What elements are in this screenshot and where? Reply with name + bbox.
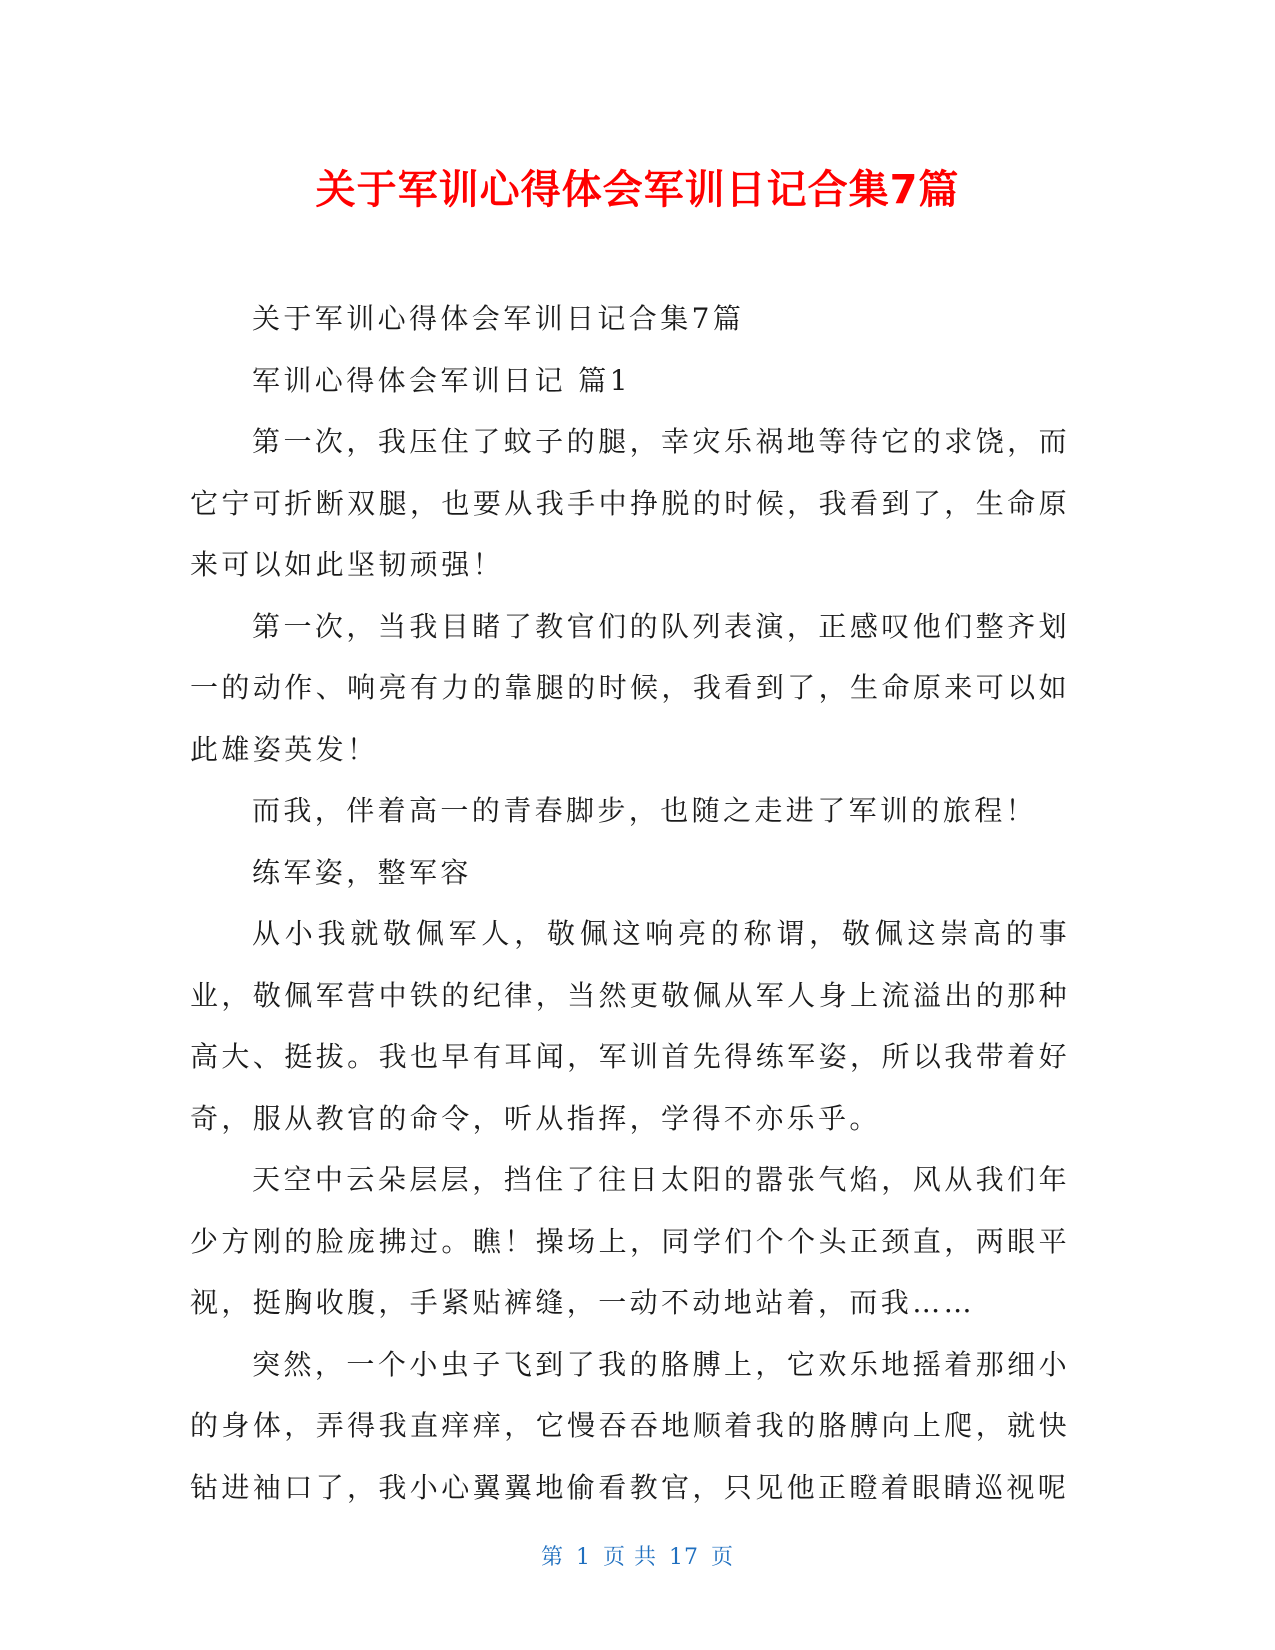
paragraph: 从小我就敬佩军人，敬佩这响亮的称谓，敬佩这崇高的事业，敬佩军营中铁的纪律，当然更敬佩从军人身上流溢出的那种高大、挺拔。我也早有耳闻，军训首先得练军姿，所以我带着好奇，服从教官的命令，听从指挥，学得不亦乐乎。 [190, 917, 1070, 1135]
page-footer [0, 1540, 1275, 1571]
paragraph: 天空中云朵层层，挡住了往日太阳的嚣张气焰，风从我们年少方刚的脸庞拂过。瞧！操场上，同学们个个头正颈直，两眼平视，挺胸收腹，手紧贴裤缝，一动不动地站着，而我…… [190, 1163, 1070, 1319]
paragraph-section-heading: 军训心得体会军训日记 篇1 [252, 363, 631, 397]
footer-label-of: 页 共 [603, 1545, 657, 1570]
paragraph-subheading: 练军姿，整军容 [252, 855, 472, 889]
paragraph: 第一次，我压住了蚊子的腿，幸灾乐祸地等待它的求饶，而它宁可折断双腿，也要从我手中挣脱的时候，我看到了，生命原来可以如此坚韧顽强！ [190, 425, 1070, 581]
document-body [190, 288, 1070, 1518]
paragraph: 突然，一个小虫子飞到了我的胳膊上，它欢乐地摇着那细小的身体，弄得我直痒痒，它慢吞吞地顺着我的胳膊向上爬，就快钻进袖口了，我小心翼翼地偷看教官，只见他正瞪着眼睛巡视呢 [190, 1347, 1070, 1504]
footer-current-page: 1 [576, 1545, 591, 1570]
paragraph-subtitle: 关于军训心得体会军训日记合集7篇 [252, 302, 745, 335]
footer-label-pages: 页 [711, 1545, 735, 1570]
footer-total-pages: 17 [669, 1545, 699, 1570]
paragraph: 而我，伴着高一的青春脚步，也随之走进了军训的旅程！ [252, 794, 1038, 827]
document-title: 关于军训心得体会军训日记合集7篇 [315, 167, 960, 213]
footer-label-page: 第 [540, 1545, 564, 1570]
paragraph: 第一次，当我目睹了教官们的队列表演，正感叹他们整齐划一的动作、响亮有力的靠腿的时候，我看到了，生命原来可以如此雄姿英发！ [190, 609, 1070, 766]
